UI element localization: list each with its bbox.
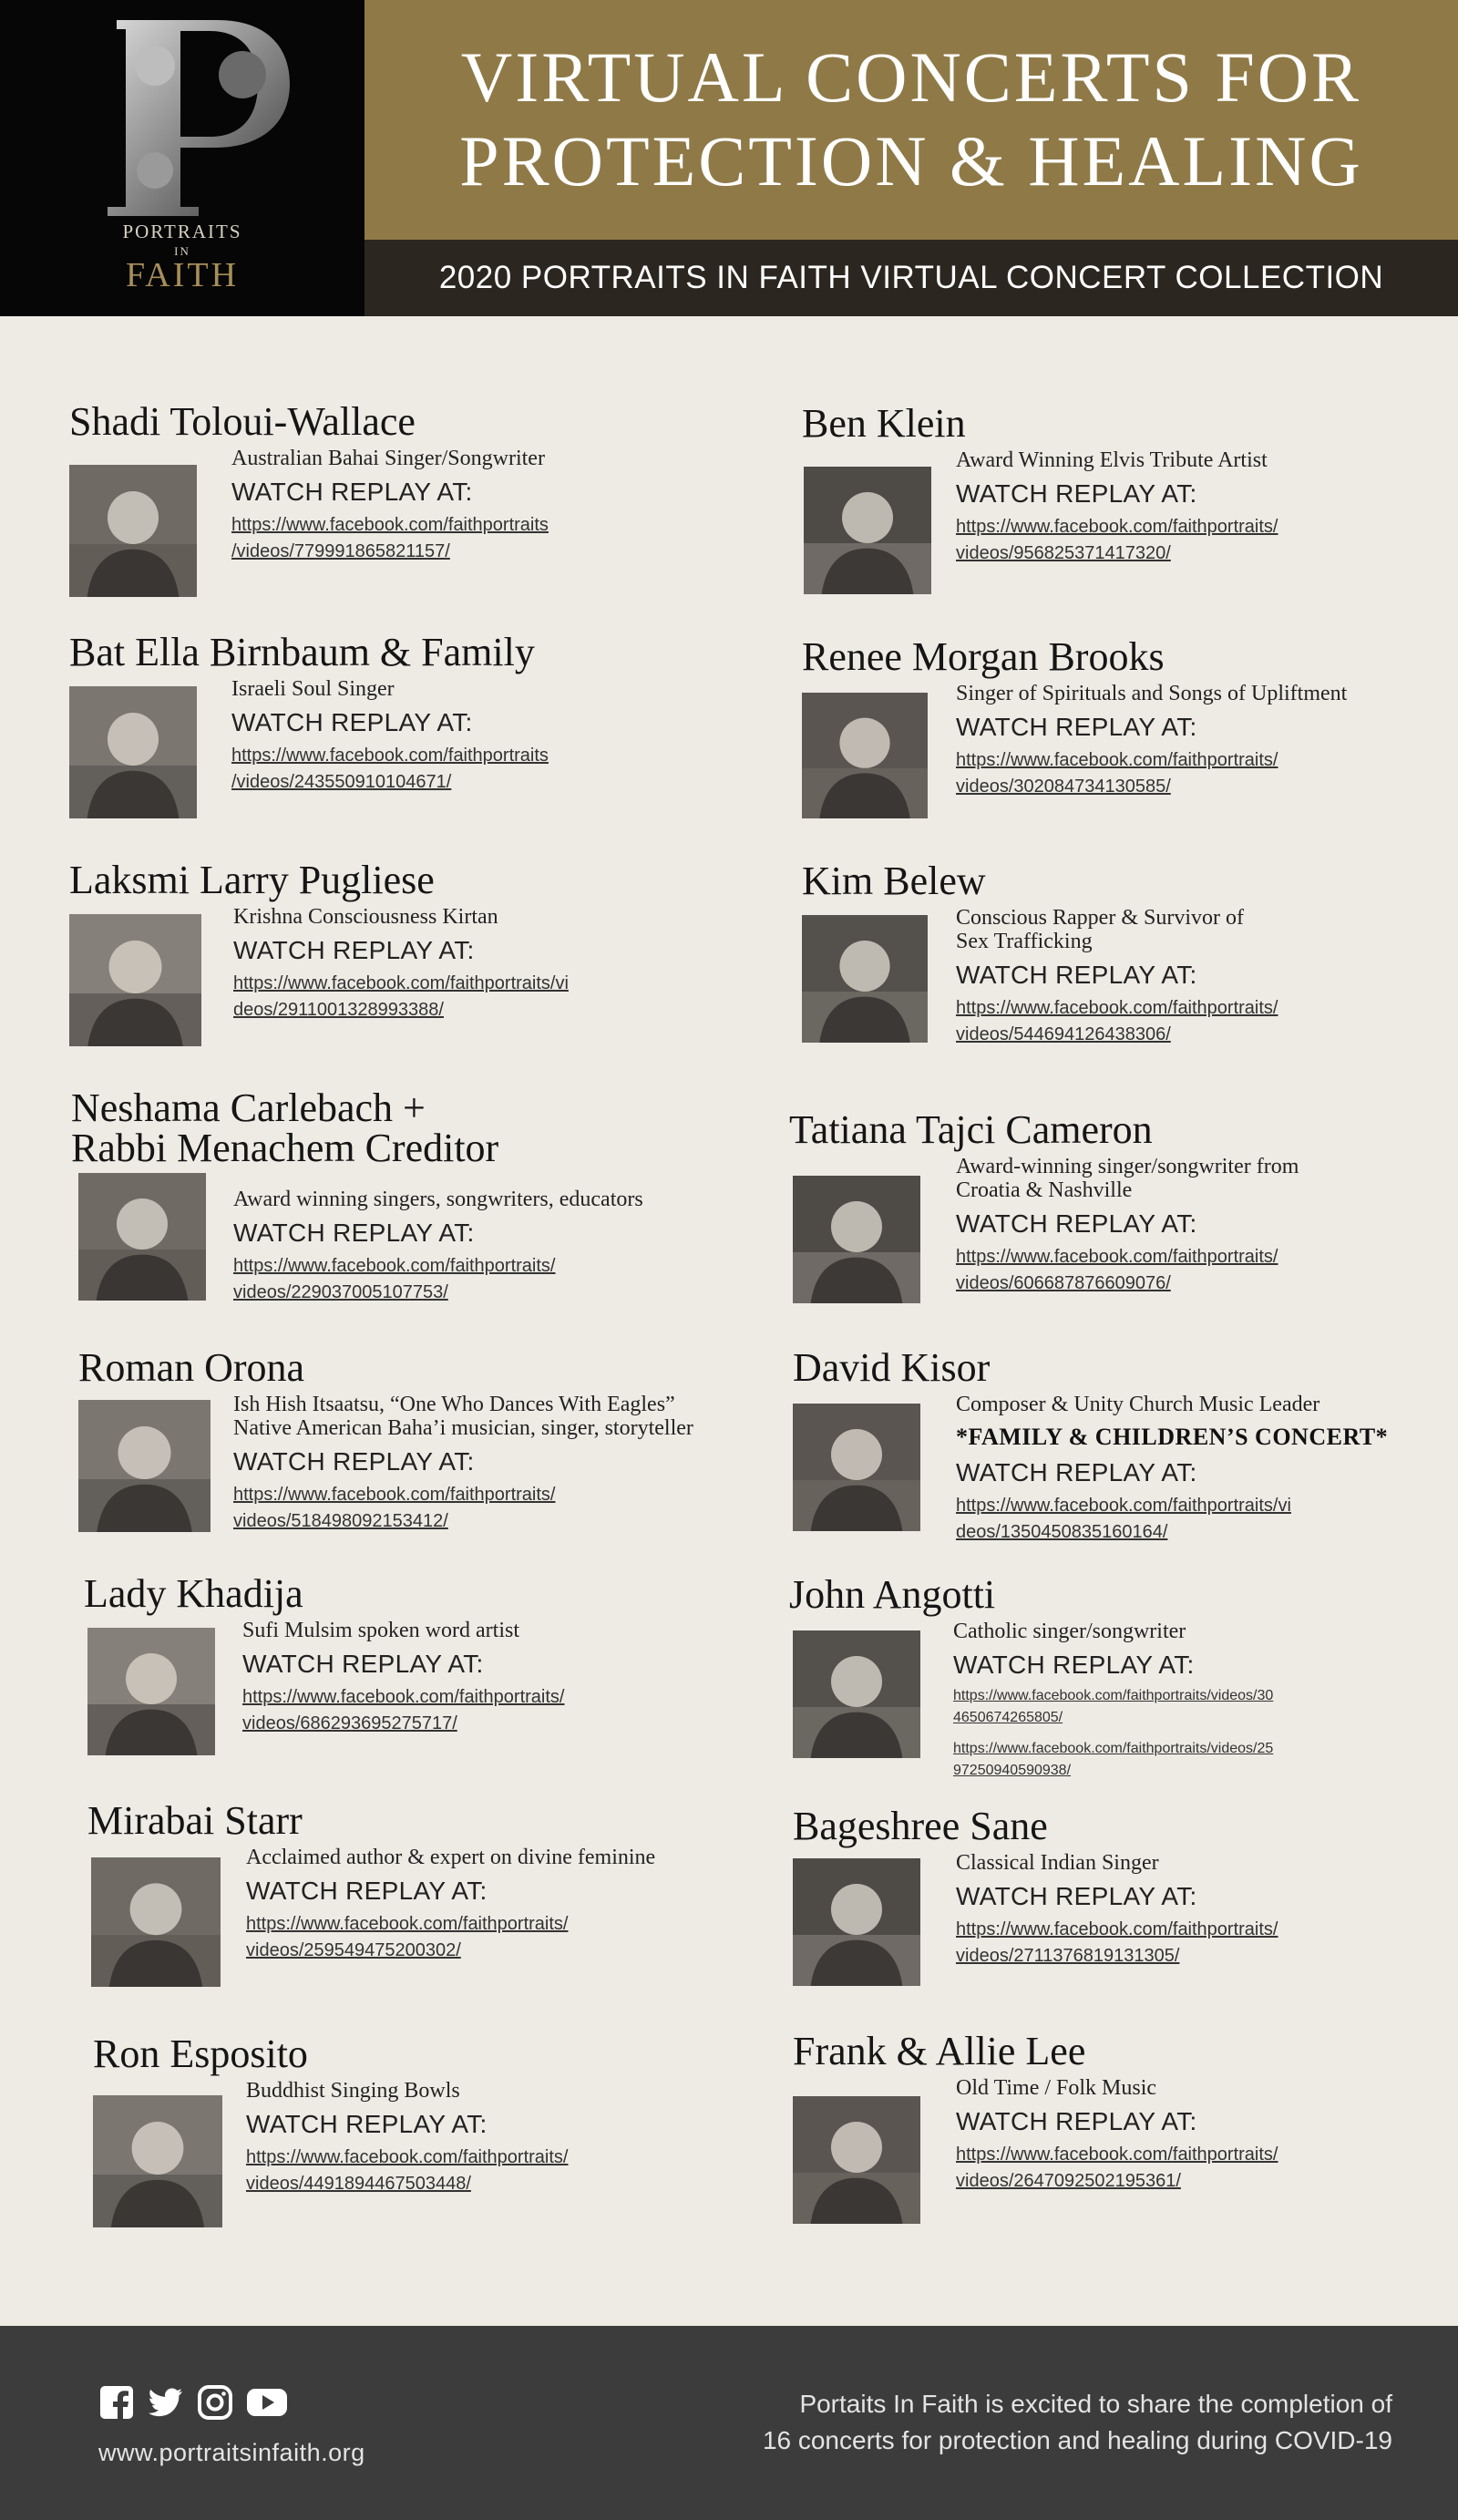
watch-replay-label: WATCH REPLAY AT:	[231, 708, 473, 736]
replay-link[interactable]: videos/4491894467503448/	[246, 2174, 471, 2194]
watch-replay-label: WATCH REPLAY AT:	[956, 1458, 1197, 1486]
replay-link[interactable]: 4650674265805/	[953, 1710, 1063, 1725]
twitter-icon[interactable]	[148, 2384, 184, 2421]
replay-link[interactable]: https://www.facebook.com/faithportraits/	[956, 1919, 1278, 1939]
replay-link[interactable]: https://www.facebook.com/faithportraits/	[956, 750, 1278, 770]
performer-name: David Kisor	[793, 1345, 991, 1390]
person-icon	[793, 1176, 920, 1303]
logo-faith-text: FAITH	[125, 256, 240, 294]
header	[0, 0, 1458, 316]
performer-description: Old Time / Folk Music	[956, 2076, 1157, 2100]
person-icon	[91, 1857, 221, 1987]
performer-photo	[793, 2096, 920, 2224]
replay-link[interactable]: https://www.facebook.com/faithportraits/vi	[956, 1496, 1291, 1516]
person-icon	[78, 1173, 206, 1301]
replay-link[interactable]: deos/1350450835160164/	[956, 1522, 1168, 1542]
replay-link[interactable]: https://www.facebook.com/faithportraits/	[956, 1247, 1278, 1267]
performer-name: Tatiana Tajci Cameron	[789, 1107, 1153, 1152]
performer-description: Award Winning Elvis Tribute Artist	[956, 448, 1268, 472]
replay-link[interactable]: videos/2711376819131305/	[956, 1946, 1180, 1966]
watch-replay-label: WATCH REPLAY AT:	[246, 1877, 488, 1905]
subtitle-bar	[364, 240, 1458, 316]
watch-replay-label: WATCH REPLAY AT:	[956, 713, 1197, 741]
performer-photo	[69, 914, 201, 1046]
page-title-line-2: PROTECTION & HEALING	[459, 121, 1363, 201]
performer-description: Croatia & Nashville	[956, 1178, 1133, 1202]
performer-description: Singer of Spirituals and Songs of Upliftment	[956, 682, 1348, 705]
facebook-icon[interactable]	[98, 2384, 135, 2421]
person-icon	[804, 467, 931, 594]
watch-replay-label: WATCH REPLAY AT:	[956, 479, 1197, 508]
person-icon	[793, 1858, 920, 1986]
person-icon	[793, 2096, 920, 2224]
performer-description: Israeli Soul Singer	[231, 677, 395, 701]
person-icon	[793, 1630, 920, 1758]
person-icon	[793, 1404, 920, 1531]
performer-name: Frank & Allie Lee	[793, 2029, 1086, 2073]
performer-name: Roman Orona	[78, 1345, 305, 1390]
watch-replay-label: WATCH REPLAY AT:	[233, 1219, 475, 1247]
footer	[0, 2326, 1458, 2520]
concert-note: *FAMILY & CHILDREN’S CONCERT*	[956, 1424, 1389, 1450]
footer-message	[663, 2386, 1392, 2459]
watch-replay-label: WATCH REPLAY AT:	[246, 2110, 488, 2138]
performer-description: Sufi Mulsim spoken word artist	[242, 1619, 519, 1642]
performer-description: Native American Baha’i musician, singer, storyteller	[233, 1416, 693, 1440]
instagram-icon[interactable]	[197, 2384, 233, 2421]
youtube-icon[interactable]	[246, 2384, 288, 2421]
performer-description: Classical Indian Singer	[956, 1851, 1159, 1875]
replay-link[interactable]: videos/302084734130585/	[956, 777, 1171, 797]
replay-link[interactable]: videos/518498092153412/	[233, 1511, 448, 1531]
replay-link[interactable]: https://www.facebook.com/faithportraits/	[242, 1687, 565, 1707]
performer-photo	[78, 1173, 206, 1301]
performer-name: John Angotti	[789, 1572, 996, 1617]
performer-name: Ron Esposito	[93, 2031, 308, 2076]
performer-photo	[69, 465, 197, 597]
replay-link[interactable]: https://www.facebook.com/faithportraits/	[233, 1256, 556, 1276]
title-banner	[364, 0, 1458, 240]
performer-name: Ben Klein	[802, 401, 966, 446]
replay-link[interactable]: https://www.facebook.com/faithportraits/videos/30	[953, 1688, 1274, 1703]
watch-replay-label: WATCH REPLAY AT:	[956, 2107, 1197, 2135]
performer-name: Neshama Carlebach +	[71, 1085, 426, 1130]
person-icon	[69, 465, 197, 597]
page-subtitle: 2020 PORTRAITS IN FAITH VIRTUAL CONCERT COLLECTION	[438, 260, 1384, 295]
performer-description: Composer & Unity Church Music Leader	[956, 1393, 1320, 1416]
replay-link[interactable]: videos/606687876609076/	[956, 1273, 1171, 1293]
replay-link[interactable]: https://www.facebook.com/faithportraits	[231, 746, 549, 766]
performer-photo	[802, 915, 928, 1043]
replay-link[interactable]: https://www.facebook.com/faithportraits/	[956, 998, 1278, 1018]
person-icon	[78, 1400, 210, 1532]
performer-name: Bat Ella Birnbaum & Family	[69, 630, 535, 674]
logo[interactable]	[0, 0, 364, 316]
performer-name: Renee Morgan Brooks	[802, 634, 1165, 679]
performer-description: Award winning singers, songwriters, educators	[233, 1188, 643, 1211]
logo-portraits-text: PORTRAITS	[122, 221, 242, 242]
person-icon	[802, 693, 928, 818]
watch-replay-label: WATCH REPLAY AT:	[231, 478, 473, 506]
performer-photo	[69, 686, 197, 818]
replay-link[interactable]: /videos/243550910104671/	[231, 772, 452, 792]
person-icon	[69, 914, 201, 1046]
person-icon	[802, 915, 928, 1043]
performer-photo	[793, 1404, 920, 1531]
replay-link[interactable]: deos/2911001328993388/	[233, 1000, 444, 1020]
performer-description: Ish Hish Itsaatsu, “One Who Dances With Eagles”	[233, 1393, 675, 1416]
performer-description: Buddhist Singing Bowls	[246, 2079, 460, 2103]
portrait-p-logo-icon	[108, 20, 290, 216]
performer-description: Catholic singer/songwriter	[953, 1620, 1186, 1643]
performer-name: Mirabai Starr	[87, 1798, 303, 1843]
performer-photo	[802, 693, 928, 818]
performer-photo	[87, 1628, 215, 1755]
performer-photo	[804, 467, 931, 594]
performer-description: Krishna Consciousness Kirtan	[233, 905, 498, 929]
performer-photo	[91, 1857, 221, 1987]
replay-link[interactable]: https://www.facebook.com/faithportraits/videos/25	[953, 1741, 1274, 1756]
watch-replay-label: WATCH REPLAY AT:	[233, 1447, 475, 1476]
footer-message-line-1: Portaits In Faith is excited to share the completion of	[799, 2390, 1392, 2418]
performer-photo	[93, 2095, 222, 2227]
performer-name: Shadi Toloui-Wallace	[69, 399, 416, 444]
performer-photo	[793, 1858, 920, 1986]
replay-link[interactable]: /videos/779991865821157/	[231, 541, 450, 561]
replay-link[interactable]: https://www.facebook.com/faithportraits/	[956, 2145, 1278, 2165]
page-title-line-1: VIRTUAL CONCERTS FOR	[460, 37, 1362, 117]
replay-link[interactable]: https://www.facebook.com/faithportraits/	[233, 1485, 556, 1505]
watch-replay-label: WATCH REPLAY AT:	[956, 1882, 1197, 1910]
replay-link[interactable]: videos/259549475200302/	[246, 1940, 461, 1960]
replay-link[interactable]: videos/229037005107753/	[233, 1282, 448, 1302]
watch-replay-label: WATCH REPLAY AT:	[956, 1209, 1197, 1238]
replay-link[interactable]: https://www.facebook.com/faithportraits	[231, 515, 549, 535]
performer-name: Bageshree Sane	[793, 1804, 1048, 1848]
replay-link[interactable]: videos/956825371417320/	[956, 543, 1171, 563]
performer-photo	[793, 1630, 920, 1758]
watch-replay-label: WATCH REPLAY AT:	[233, 936, 475, 964]
performer-name: Lady Khadija	[84, 1571, 303, 1616]
performer-name: Laksmi Larry Pugliese	[69, 858, 435, 902]
replay-link[interactable]: https://www.facebook.com/faithportraits/vi	[233, 973, 569, 993]
performer-description: Australian Bahai Singer/Songwriter	[231, 447, 545, 470]
watch-replay-label: WATCH REPLAY AT:	[242, 1650, 484, 1678]
replay-link[interactable]: https://www.facebook.com/faithportraits/	[246, 1914, 569, 1934]
person-icon	[87, 1628, 215, 1755]
performer-description: Sex Trafficking	[956, 930, 1093, 953]
replay-link[interactable]: https://www.facebook.com/faithportraits/	[956, 517, 1278, 537]
performer-name: Rabbi Menachem Creditor	[71, 1126, 499, 1170]
replay-link[interactable]: videos/686293695275717/	[242, 1713, 457, 1733]
website-link[interactable]: www.portraitsinfaith.org	[98, 2439, 365, 2466]
performer-description: Conscious Rapper & Survivor of	[956, 906, 1244, 930]
performer-photo	[793, 1176, 920, 1303]
replay-link[interactable]: videos/2647092502195361/	[956, 2171, 1181, 2191]
replay-link[interactable]: videos/544694126438306/	[956, 1024, 1171, 1044]
performer-photo	[78, 1400, 210, 1532]
performer-name: Kim Belew	[802, 859, 986, 903]
performer-description: Award-winning singer/songwriter from	[956, 1155, 1299, 1178]
replay-link[interactable]: https://www.facebook.com/faithportraits/	[246, 2147, 569, 2167]
watch-replay-label: WATCH REPLAY AT:	[956, 961, 1197, 989]
person-icon	[69, 686, 197, 818]
watch-replay-label: WATCH REPLAY AT:	[953, 1651, 1195, 1679]
footer-message-line-2: 16 concerts for protection and healing during COVID-19	[762, 2426, 1392, 2454]
logo-in-text: IN	[174, 244, 190, 258]
person-icon	[93, 2095, 222, 2227]
performer-description: Acclaimed author & expert on divine feminine	[246, 1846, 656, 1869]
replay-link[interactable]: 97250940590938/	[953, 1763, 1072, 1778]
